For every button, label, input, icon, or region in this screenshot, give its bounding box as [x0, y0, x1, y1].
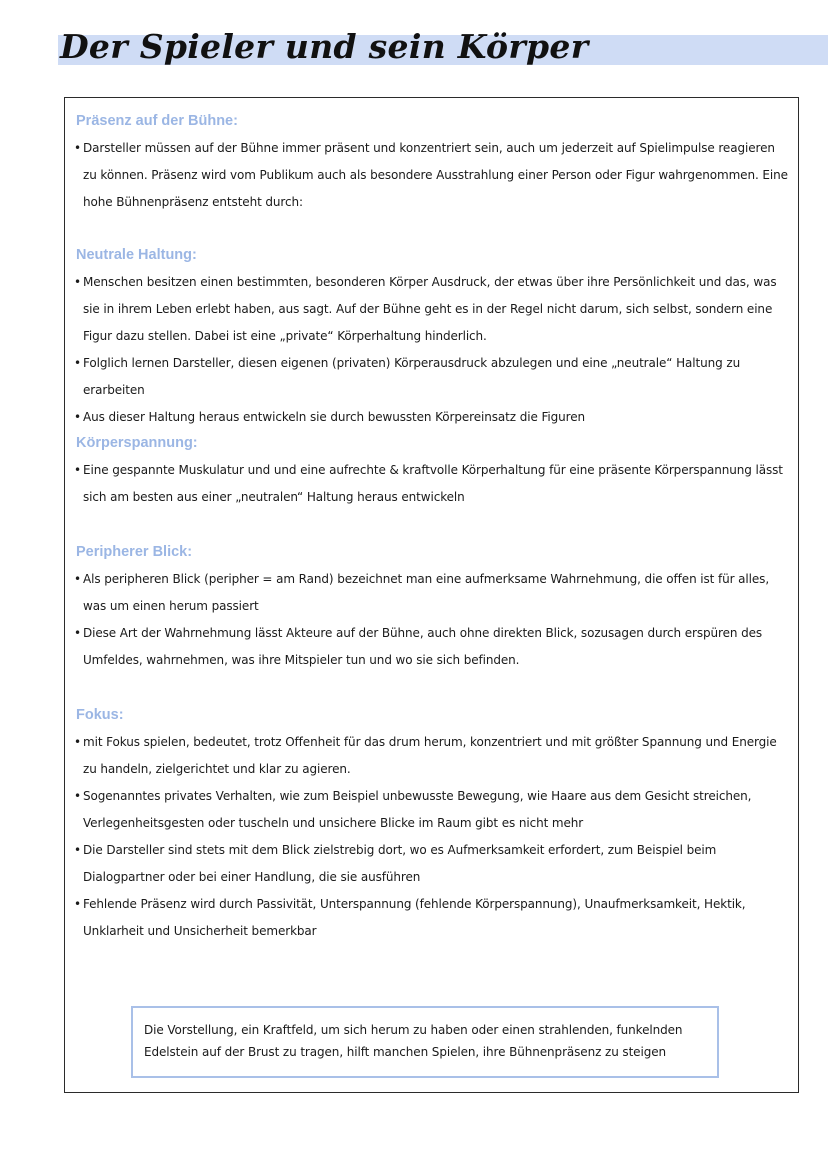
bullet-item: • Aus dieser Haltung heraus entwickeln sie durch bewussten Körpereinsatz die Figuren — [76, 404, 788, 431]
page-title: Der Spieler und sein Körper — [60, 27, 589, 66]
section-heading: Präsenz auf der Bühne: — [76, 113, 238, 129]
section-fokus — [76, 705, 788, 945]
content-box — [64, 97, 799, 1093]
section-heading: Neutrale Haltung: — [76, 247, 197, 263]
bullet-list — [76, 729, 788, 945]
section-peripherer-blick — [76, 542, 788, 674]
section-heading: Fokus: — [76, 707, 124, 723]
bullet-list — [76, 457, 788, 511]
section-praesenz — [76, 111, 788, 216]
section-heading: Peripherer Blick: — [76, 544, 193, 560]
bullet-item: • Folglich lernen Darsteller, diesen eigenen (privaten) Körperausdruck abzulegen und eine „neutrale“ Haltung zu erarbeiten — [76, 350, 788, 404]
bullet-item: • Als peripheren Blick (peripher = am Rand) bezeichnet man eine aufmerksame Wahrnehmung, die offen ist für alles, was um einen herum passiert — [76, 566, 788, 620]
note-box — [131, 1006, 719, 1078]
bullet-item: • mit Fokus spielen, bedeutet, trotz Offenheit für das drum herum, konzentriert und mit größter Spannung und Energie zu handeln, zielgerichtet und klar zu agieren. — [76, 729, 788, 783]
bullet-item: • Sogenanntes privates Verhalten, wie zum Beispiel unbewusste Bewegung, wie Haare aus dem Gesicht streichen, Verlegenheitsgesten oder tuscheln und unsichere Blicke im Raum gibt es nicht mehr — [76, 783, 788, 837]
note-text: Die Vorstellung, ein Kraftfeld, um sich herum zu haben oder einen strahlenden, funkelnden Edelstein auf der Brust zu tragen, hilft manchen Spielen, ihre Bühnenpräsenz zu steigen — [144, 1023, 683, 1059]
bullet-list — [76, 269, 788, 431]
bullet-item: • Eine gespannte Muskulatur und und eine aufrechte & kraftvolle Körperhaltung für eine präsente Körperspannung lässt sich am besten aus einer „neutralen“ Haltung heraus entwickeln — [76, 457, 788, 511]
bullet-item: • Fehlende Präsenz wird durch Passivität, Unterspannung (fehlende Körperspannung), Unaufmerksamkeit, Hektik, Unklarheit und Unsicherheit bemerkbar — [76, 891, 788, 945]
bullet-item: • Diese Art der Wahrnehmung lässt Akteure auf der Bühne, auch ohne direkten Blick, sozusagen durch erspüren des Umfeldes, wahrnehmen, was ihre Mitspieler tun und wo sie sich befinden. — [76, 620, 788, 674]
bullet-item: • Die Darsteller sind stets mit dem Blick zielstrebig dort, wo es Aufmerksamkeit erfordert, zum Beispiel beim Dialogpartner oder bei einer Handlung, die sie ausführen — [76, 837, 788, 891]
bullet-item: • Menschen besitzen einen bestimmten, besonderen Körper Ausdruck, der etwas über ihre Persönlichkeit und das, was sie in ihrem Leben erlebt haben, aus sagt. Auf der Bühne geht es in der Regel nicht darum, sich selbst, sondern eine Figur dazu stellen. Dabei ist eine „private“ Körperhaltung hinderlich. — [76, 269, 788, 350]
section-heading: Körperspannung: — [76, 435, 198, 451]
bullet-list — [76, 135, 788, 216]
bullet-item: • Darsteller müssen auf der Bühne immer präsent und konzentriert sein, auch um jederzeit auf Spielimpulse reagieren zu können. Präsenz wird vom Publikum auch als besondere Ausstrahlung einer Person oder Figur wahrgenommen. Eine hohe Bühnenpräsenz entsteht durch: — [76, 135, 788, 216]
bullet-list — [76, 566, 788, 674]
section-neutrale-haltung — [76, 245, 788, 431]
section-koerperspannung — [76, 433, 788, 511]
